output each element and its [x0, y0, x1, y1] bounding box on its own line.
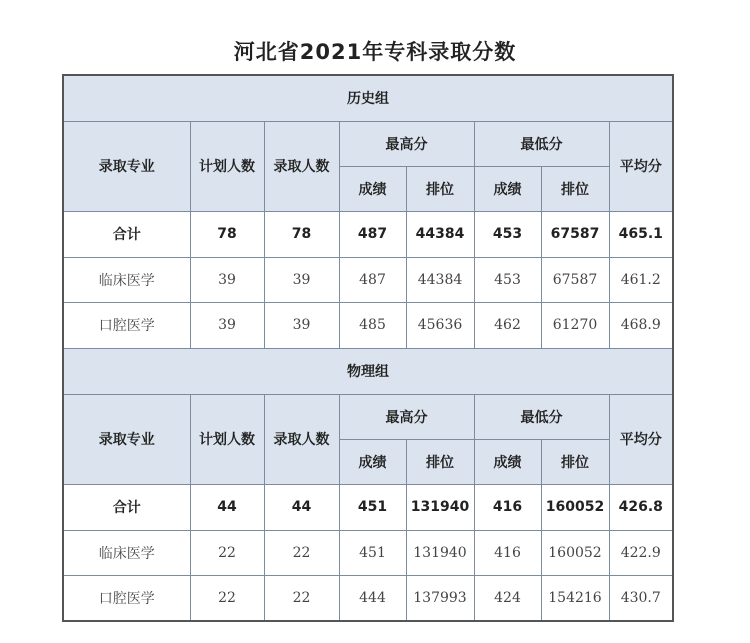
cell-admitted: 39: [264, 257, 339, 302]
cell-low-score: 462: [474, 302, 541, 348]
header-lowest: 最低分: [474, 394, 609, 439]
header-low-rank: 排位: [541, 439, 609, 484]
header-average: 平均分: [609, 121, 673, 211]
cell-high-rank: 45636: [406, 302, 474, 348]
cell-high-score: 485: [339, 302, 406, 348]
cell-low-rank: 67587: [541, 257, 609, 302]
cell-major: 临床医学: [63, 257, 190, 302]
header-high-rank: 排位: [406, 166, 474, 211]
cell-average: 461.2: [609, 257, 673, 302]
cell-admitted: 39: [264, 302, 339, 348]
cell-admitted: 44: [264, 484, 339, 530]
header-plan: 计划人数: [190, 121, 264, 211]
cell-average: 465.1: [609, 211, 673, 257]
cell-low-rank: 67587: [541, 211, 609, 257]
cell-plan: 44: [190, 484, 264, 530]
cell-average: 430.7: [609, 575, 673, 621]
table-row-total: [63, 211, 673, 257]
cell-high-rank: 131940: [406, 484, 474, 530]
cell-low-score: 453: [474, 211, 541, 257]
cell-admitted: 22: [264, 575, 339, 621]
cell-high-rank: 131940: [406, 530, 474, 575]
header-plan: 计划人数: [190, 394, 264, 484]
cell-high-score: 444: [339, 575, 406, 621]
header-high-score: 成绩: [339, 166, 406, 211]
table-row: [63, 302, 673, 348]
cell-major: 合计: [63, 211, 190, 257]
cell-admitted: 22: [264, 530, 339, 575]
header-admitted: 录取人数: [264, 121, 339, 211]
cell-average: 422.9: [609, 530, 673, 575]
cell-major: 合计: [63, 484, 190, 530]
cell-low-score: 424: [474, 575, 541, 621]
cell-major: 临床医学: [63, 530, 190, 575]
cell-low-rank: 61270: [541, 302, 609, 348]
cell-high-rank: 44384: [406, 257, 474, 302]
cell-low-rank: 160052: [541, 484, 609, 530]
header-low-score: 成绩: [474, 439, 541, 484]
cell-low-score: 416: [474, 484, 541, 530]
header-highest: 最高分: [339, 121, 474, 166]
header-high-score: 成绩: [339, 439, 406, 484]
cell-admitted: 78: [264, 211, 339, 257]
header-low-score: 成绩: [474, 166, 541, 211]
cell-low-rank: 154216: [541, 575, 609, 621]
cell-plan: 78: [190, 211, 264, 257]
cell-low-rank: 160052: [541, 530, 609, 575]
header-major: 录取专业: [63, 394, 190, 484]
table-row-total: [63, 484, 673, 530]
header-highest: 最高分: [339, 394, 474, 439]
cell-major: 口腔医学: [63, 302, 190, 348]
header-lowest: 最低分: [474, 121, 609, 166]
cell-plan: 22: [190, 575, 264, 621]
cell-major: 口腔医学: [63, 575, 190, 621]
cell-average: 426.8: [609, 484, 673, 530]
cell-high-score: 487: [339, 211, 406, 257]
cell-average: 468.9: [609, 302, 673, 348]
table-row: [63, 575, 673, 621]
header-admitted: 录取人数: [264, 394, 339, 484]
cell-high-score: 487: [339, 257, 406, 302]
cell-plan: 39: [190, 257, 264, 302]
cell-plan: 39: [190, 302, 264, 348]
cell-plan: 22: [190, 530, 264, 575]
header-low-rank: 排位: [541, 166, 609, 211]
cell-high-score: 451: [339, 484, 406, 530]
cell-high-rank: 137993: [406, 575, 474, 621]
table-row: [63, 257, 673, 302]
admission-table: [62, 74, 674, 622]
cell-high-rank: 44384: [406, 211, 474, 257]
table-row: [63, 530, 673, 575]
header-high-rank: 排位: [406, 439, 474, 484]
cell-low-score: 416: [474, 530, 541, 575]
cell-high-score: 451: [339, 530, 406, 575]
header-average: 平均分: [609, 394, 673, 484]
group-title-physics: 物理组: [63, 348, 673, 394]
page-title: 河北省2021年专科录取分数: [233, 40, 517, 64]
cell-low-score: 453: [474, 257, 541, 302]
header-major: 录取专业: [63, 121, 190, 211]
group-title-history: 历史组: [63, 75, 673, 121]
